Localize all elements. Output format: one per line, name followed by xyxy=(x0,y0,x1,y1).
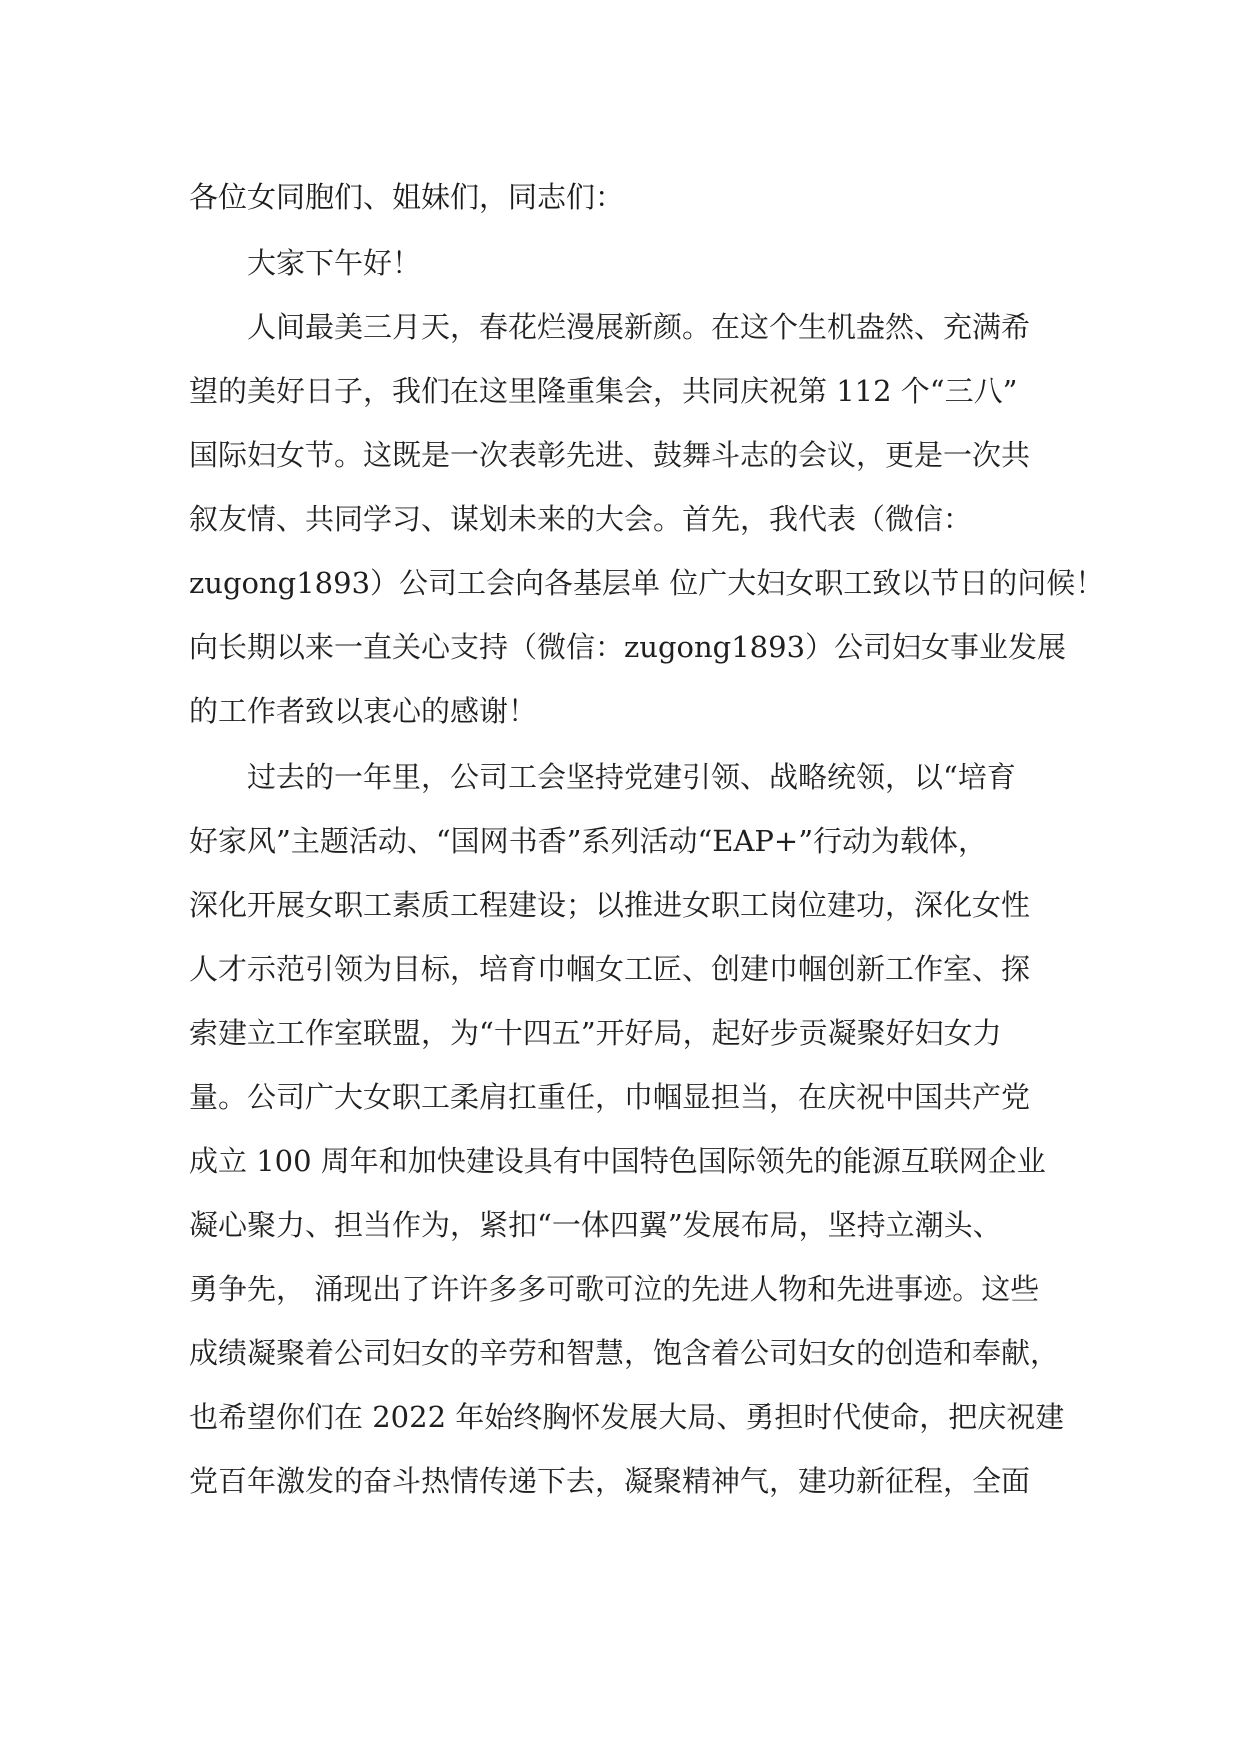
paragraph1-line: 叙友情、共同学习、谋划未来的大会。首先，我代表（微信： xyxy=(189,502,973,536)
paragraph2-line: 成绩凝聚着公司妇女的辛劳和智慧，饱含着公司妇女的创造和奉献， xyxy=(189,1336,1060,1370)
paragraph2-line: 深化开展女职工素质工程建设；以推进女职工岗位建功，深化女性 xyxy=(189,888,1031,922)
paragraph1-line: 的工作者致以衷心的感谢！ xyxy=(189,694,538,728)
paragraph2-line: 勇争先， 涌现出了许许多多可歌可泣的先进人物和先进事迹。这些 xyxy=(189,1272,1040,1306)
paragraph2-line: 量。公司广大女职工柔肩扛重任，巾帼显担当，在庆祝中国共产党 xyxy=(189,1080,1031,1114)
paragraph2-line: 党百年激发的奋斗热情传递下去，凝聚精神气，建功新征程，全面 xyxy=(189,1464,1031,1498)
paragraph2-line: 也希望你们在 2022 年始终胸怀发展大局、勇担时代使命，把庆祝建 xyxy=(189,1400,1065,1434)
paragraph2-line: 好家风”主题活动、“国网书香”系列活动“EAP+”行动为载体， xyxy=(189,824,988,858)
paragraph2-line: 成立 100 周年和加快建设具有中国特色国际领先的能源互联网企业 xyxy=(189,1144,1046,1178)
paragraph2-line: 过去的一年里，公司工会坚持党建引领、战略统领，以“培育 xyxy=(247,760,1016,794)
paragraph2-line: 凝心聚力、担当作为，紧扣“一体四翼”发展布局，坚持立潮头、 xyxy=(189,1208,1002,1242)
paragraph1-line: 人间最美三月天，春花烂漫展新颜。在这个生机盎然、充满希 xyxy=(247,310,1031,344)
salutation: 各位女同胞们、姐妹们，同志们： xyxy=(189,180,625,214)
paragraph2-line: 人才示范引领为目标，培育巾帼女工匠、创建巾帼创新工作室、探 xyxy=(189,952,1031,986)
greeting: 大家下午好！ xyxy=(247,246,422,280)
paragraph1-line: 向长期以来一直关心支持（微信：zugong1893）公司妇女事业发展 xyxy=(189,630,1067,664)
paragraph1-line: 望的美好日子，我们在这里隆重集会，共同庆祝第 112 个“三八” xyxy=(189,374,1018,408)
paragraph1-line: zugong1893）公司工会向各基层单 位广大妇女职工致以节日的问候！ xyxy=(189,566,1105,600)
paragraph1-line: 国际妇女节。这既是一次表彰先进、鼓舞斗志的会议，更是一次共 xyxy=(189,438,1031,472)
paragraph2-line: 索建立工作室联盟，为“十四五”开好局，起好步贡凝聚好妇女力 xyxy=(189,1016,1002,1050)
